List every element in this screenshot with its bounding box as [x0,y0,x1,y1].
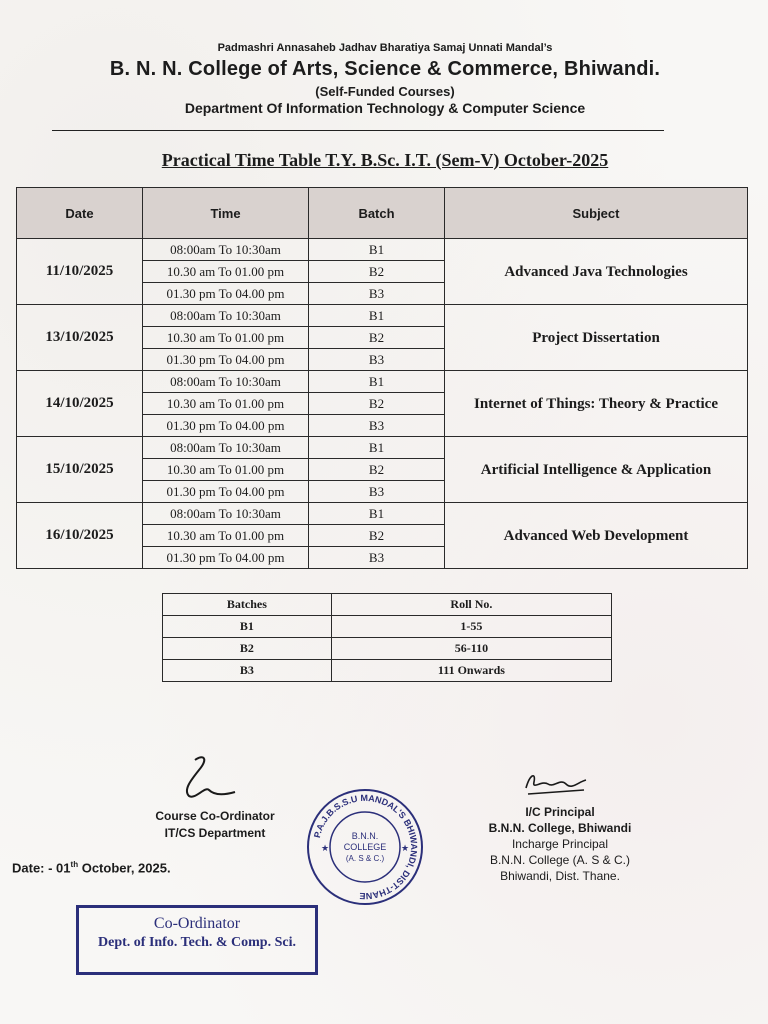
slot-batch: B1 [309,437,445,459]
slot-time: 10.30 am To 01.00 pm [143,525,309,547]
slot-batch: B2 [309,459,445,481]
slot-batch: B3 [309,283,445,305]
issue-date [12,860,171,875]
batch-name: B1 [163,616,332,638]
principal-stamp-college: B.N.N. College (A. S & C.) [489,853,631,867]
session-subject: Advanced Web Development [445,503,748,569]
slot-time: 10.30 am To 01.00 pm [143,327,309,349]
session-date: 16/10/2025 [17,503,143,569]
batch-table-header [163,594,612,616]
slot-batch: B3 [309,349,445,371]
slot-batch: B2 [309,525,445,547]
slot-time: 08:00am To 10:30am [143,239,309,261]
column-header-date: Date [17,188,143,239]
principal-college: B.N.N. College, Bhiwandi [488,821,632,835]
slot-batch: B3 [309,415,445,437]
coordinator-dept: IT/CS Department [164,826,266,840]
slot-time: 01.30 pm To 04.00 pm [143,481,309,503]
principal-stamp-place: Bhiwandi, Dist. Thane. [500,869,620,883]
batch-name: B3 [163,660,332,682]
batch-roll: 1-55 [331,616,611,638]
college-name: B. N. N. College of Arts, Science & Commerce, Bhiwandi. [109,58,661,80]
coordinator-block [135,808,295,842]
college-seal [305,787,425,907]
issue-date-prefix: Date: - 01 [12,860,71,876]
batch-roll: 56-110 [331,638,611,660]
session-date: 11/10/2025 [17,239,143,305]
session-date: 15/10/2025 [17,437,143,503]
slot-time: 01.30 pm To 04.00 pm [143,349,309,371]
table-row [163,660,612,682]
session-date: 14/10/2025 [17,371,143,437]
page-title: Practical Time Table T.Y. B.Sc. I.T. (Sem-V) October-2025 [161,150,609,170]
seal-center-line-3: (A. S & C.) [345,854,385,863]
principal-signature [520,768,596,800]
seal-center-line-2: COLLEGE [343,842,387,852]
table-row [17,239,748,261]
column-header-time: Time [143,188,309,239]
column-header-subject: Subject [445,188,748,239]
slot-batch: B2 [309,261,445,283]
column-header-batches: Batches [163,594,332,616]
slot-batch: B2 [309,327,445,349]
slot-batch: B3 [309,481,445,503]
table-row [17,305,748,327]
table-row [163,616,612,638]
seal-ring-text: P.A.J.B.S.S.U MANDAL'S BHIWANDI, DIST-THANE [311,792,420,902]
department-name: Department Of Information Technology & Computer Science [184,100,586,116]
coordinator-stamp [76,905,318,975]
session-subject: Project Dissertation [445,305,748,371]
column-header-batch: Batch [309,188,445,239]
stamp-line-2: Dept. of Info. Tech. & Comp. Sci. [98,935,296,950]
seal-star-icon: ★ [320,843,330,853]
seal-star-icon: ★ [400,843,410,853]
organization-name: Padmashri Annasaheb Jadhav Bharatiya Samaj Unnati Mandal’s [217,42,553,54]
table-row [163,638,612,660]
session-date: 13/10/2025 [17,305,143,371]
slot-time: 10.30 am To 01.00 pm [143,261,309,283]
slot-time: 08:00am To 10:30am [143,503,309,525]
slot-time: 01.30 pm To 04.00 pm [143,283,309,305]
course-type: (Self-Funded Courses) [315,84,455,99]
batch-roll: 111 Onwards [331,660,611,682]
principal-stamp-title: Incharge Principal [511,837,609,851]
timetable [16,187,748,569]
session-subject: Artificial Intelligence & Application [445,437,748,503]
table-row [17,371,748,393]
session-subject: Internet of Things: Theory & Practice [445,371,748,437]
table-row [17,437,748,459]
slot-batch: B1 [309,305,445,327]
slot-time: 08:00am To 10:30am [143,305,309,327]
slot-time: 01.30 pm To 04.00 pm [143,415,309,437]
table-row [17,503,748,525]
seal-center-line-1: B.N.N. [351,831,379,841]
batch-roll-table [162,593,612,682]
slot-batch: B3 [309,547,445,569]
stamp-line-1: Co-Ordinator [153,915,241,932]
batch-name: B2 [163,638,332,660]
issue-date-suffix: th [70,860,79,869]
slot-time: 08:00am To 10:30am [143,437,309,459]
timetable-header-row [17,188,748,239]
slot-time: 10.30 am To 01.00 pm [143,393,309,415]
slot-batch: B1 [309,371,445,393]
slot-batch: B2 [309,393,445,415]
issue-date-rest: October, 2025. [78,860,171,876]
slot-batch: B1 [309,503,445,525]
coordinator-signature [165,752,245,804]
coordinator-title: Course Co-Ordinator [155,809,275,823]
principal-block [440,804,680,884]
header-divider [52,130,664,131]
slot-time: 10.30 am To 01.00 pm [143,459,309,481]
slot-time: 08:00am To 10:30am [143,371,309,393]
column-header-roll-no: Roll No. [331,594,611,616]
session-subject: Advanced Java Technologies [445,239,748,305]
slot-time: 01.30 pm To 04.00 pm [143,547,309,569]
principal-title: I/C Principal [525,805,595,819]
slot-batch: B1 [309,239,445,261]
